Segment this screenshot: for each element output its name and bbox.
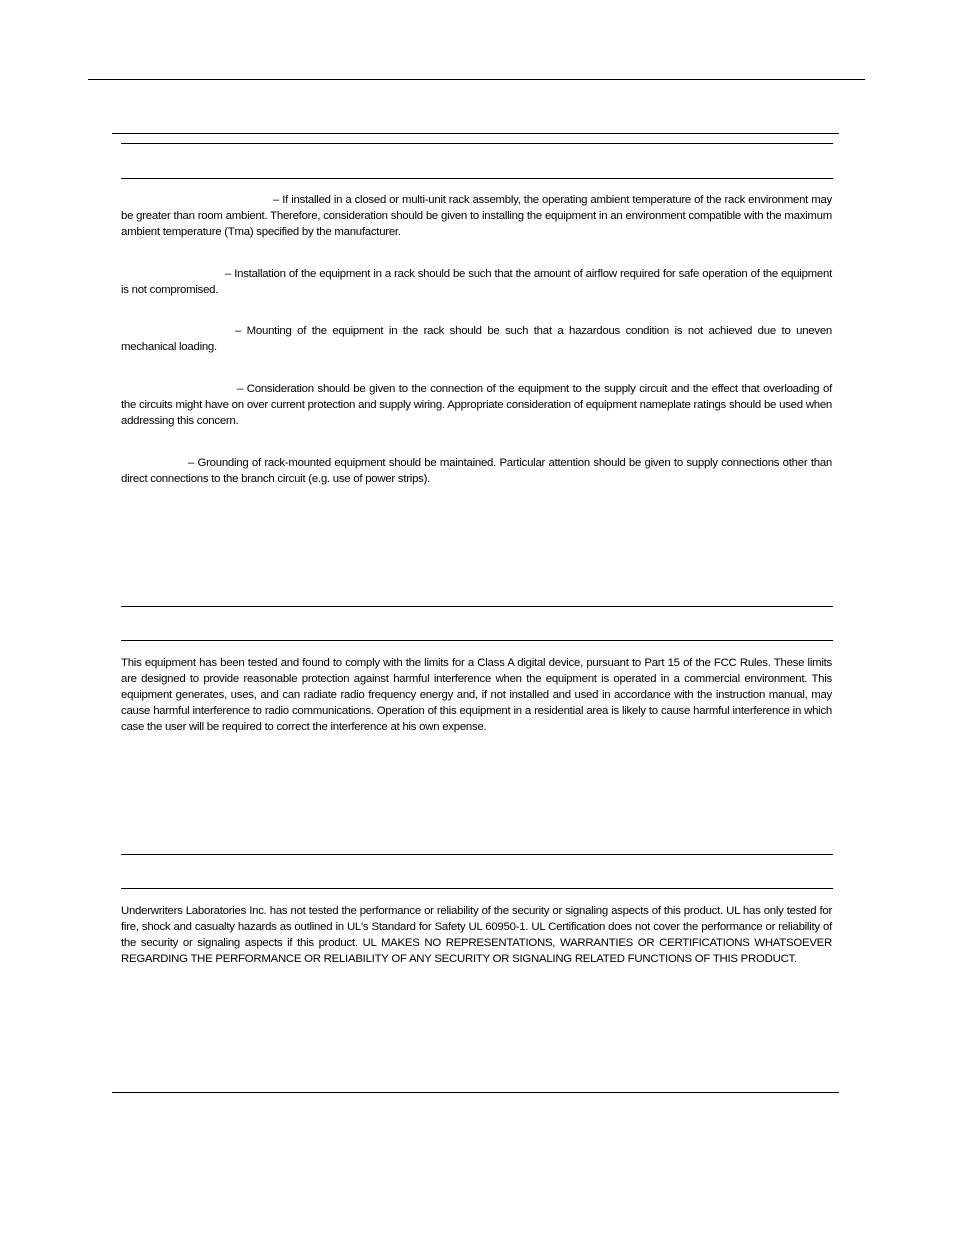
page-header-rule <box>88 79 865 80</box>
rack-item-elevated-temperature: – If installed in a closed or multi-unit rack assembly, the operating ambient temperature of the rack environment may be greater than room ambient. Therefore, consideration should be given to installing the equipment in an environment compatible with the maximum ambient temperature (Tma) specified by the manufacturer. <box>121 194 832 238</box>
fcc-title-top-rule <box>121 606 833 607</box>
page-footer-rule <box>112 1092 839 1093</box>
ul-statement: Underwriters Laboratories Inc. has not tested the performance or reliability of the security or signaling aspects of this product. UL has only tested for fire, shock and casualty hazards as outlined in UL's Standard for Safety UL 60950-1. UL Certification does not cover the performance or reliability of the security or signaling aspects if this product. UL MAKES NO REPRESENTATIONS, WARRANTIES OR CERTIFICATIONS WHATSOEVER REGARDING THE PERFORMANCE OR RELIABILITY OF ANY SECURITY OR SIGNALING RELATED FUNCTIONS OF THIS PRODUCT. <box>121 905 832 965</box>
rack-item-reliable-earthing: – Grounding of rack-mounted equipment should be maintained. Particular attention should be given to supply connections other than direct connections to the branch circuit (e.g. use of power strips). <box>121 457 832 485</box>
rack-item-mechanical-loading: – Mounting of the equipment in the rack should be such that a hazardous condition is not achieved due to uneven mechanical loading. <box>121 325 832 353</box>
section-title-top-rule <box>121 143 833 144</box>
section-top-rule <box>112 133 839 134</box>
fcc-statement: This equipment has been tested and found to comply with the limits for a Class A digital device, pursuant to Part 15 of the FCC Rules. These limits are designed to provide reasonable protection against harmful interference when the equipment is operated in a commercial environment. This equipment generates, uses, and can radiate radio frequency energy and, if not installed and used in accordance with the instruction manual, may cause harmful interference to radio communications. Operation of this equipment in a residential area is likely to cause harmful interference in which case the user will be required to correct the interference at his own expense. <box>121 657 832 733</box>
section-title-bottom-rule <box>121 178 833 179</box>
ul-title-bottom-rule <box>121 888 833 889</box>
rack-item-reduced-airflow: – Installation of the equipment in a rack should be such that the amount of airflow required for safe operation of the equipment is not compromised. <box>121 268 832 296</box>
ul-title-top-rule <box>121 854 833 855</box>
fcc-title-bottom-rule <box>121 640 833 641</box>
rack-item-circuit-overloading: – Consideration should be given to the connection of the equipment to the supply circuit and the effect that overloading of the circuits might have on over current protection and supply wiring. Appropriate consideration of equipment nameplate ratings should be used when addressing this concern. <box>121 383 832 427</box>
